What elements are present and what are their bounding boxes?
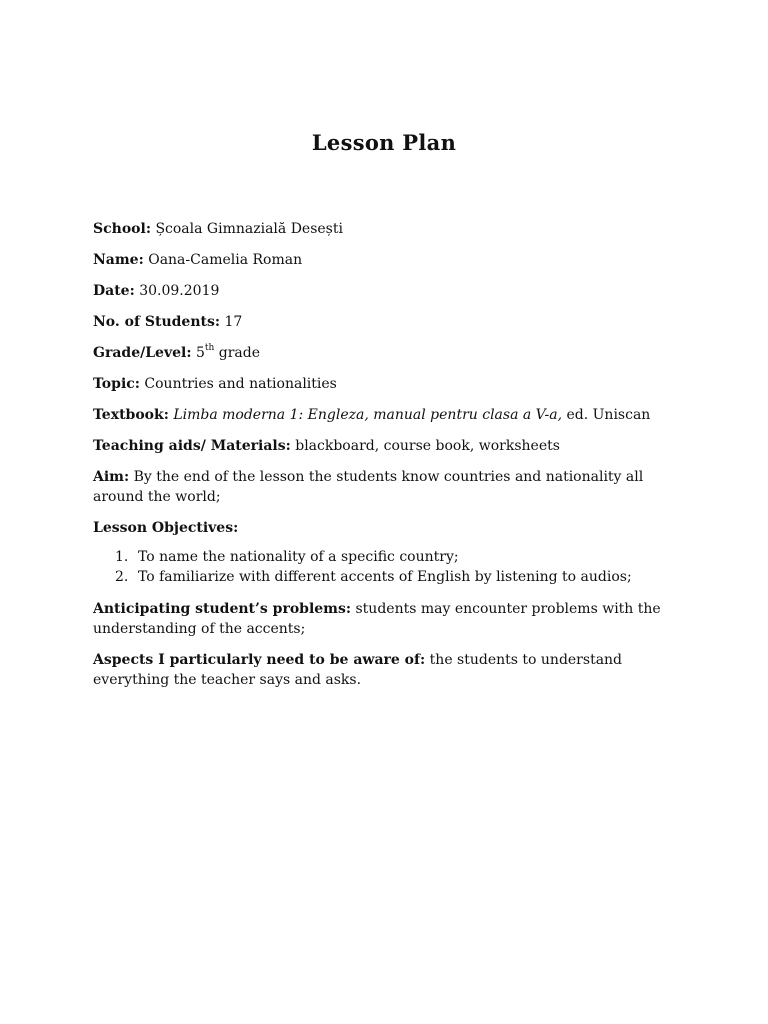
field-label: School [93,221,146,237]
field-materials: Teaching aids/ Materials: blackboard, course book, worksheets [93,438,560,454]
field-label: Topic [93,376,135,392]
field-value: 17 [224,314,243,330]
field-label: Date [93,283,130,299]
list-item [93,567,683,587]
field-label: Teaching aids/ Materials [93,438,286,454]
field-value-italic: Limba moderna 1: Engleza, manual pentru clasa a V-a, [173,407,563,423]
field-value: students may encounter problems with the understanding of the accents; [93,601,661,637]
field-school: School: Școala Gimnazială Desești [93,221,343,237]
field-value: ed. Uniscan [562,407,651,423]
field-value: Countries and nationalities [144,376,337,392]
field-label: Grade/Level [93,345,187,361]
field-problems: Anticipating student’s problems: students may encounter problems with the understanding of the accents; [93,601,661,637]
field-label: Aspects I particularly need to be aware of [93,652,421,668]
field-label: Textbook [93,407,164,423]
field-objectives-heading: Lesson Objectives: [93,520,239,536]
field-label: Anticipating student’s problems [93,601,346,617]
field-label: Name [93,252,139,268]
page-title: Lesson Plan [311,130,457,155]
lesson-plan-body [93,219,683,701]
list-item-text: To familiarize with different accents of English by listening to audios; [138,569,632,585]
field-value: 5th grade [195,343,260,361]
field-aim: Aim: By the end of the lesson the students know countries and nationality all around the world; [93,469,644,505]
field-label: No. of Students [93,314,215,330]
field-textbook: Textbook: Limba moderna 1: Engleza, manual pentru clasa a V-a, ed. Uniscan [93,407,651,423]
field-topic: Topic: Countries and nationalities [93,376,337,392]
field-label: Lesson Objectives [93,520,234,536]
list-item [93,547,683,567]
field-date: Date: 30.09.2019 [93,283,220,299]
field-value: By the end of the lesson the students know countries and nationality all around the world; [93,469,644,505]
list-item-number: 1. [115,549,129,565]
field-value: 30.09.2019 [139,283,220,299]
field-label: Aim [93,469,124,485]
field-students: No. of Students: 17 [93,314,243,330]
field-value: Școala Gimnazială Desești [155,221,343,237]
field-value: Oana-Camelia Roman [148,252,303,268]
field-value: the students to understand everything the teacher says and asks. [93,652,623,688]
field-aspects: Aspects I particularly need to be aware of: the students to understand everything the teacher says and asks. [93,652,623,688]
field-name: Name: Oana-Camelia Roman [93,252,303,268]
field-grade: Grade/Level: 5th grade [93,343,260,361]
list-item-number: 2. [115,569,129,585]
field-value: blackboard, course book, worksheets [295,438,560,454]
list-item-text: To name the nationality of a specific country; [138,549,459,565]
objectives-list [93,547,683,587]
